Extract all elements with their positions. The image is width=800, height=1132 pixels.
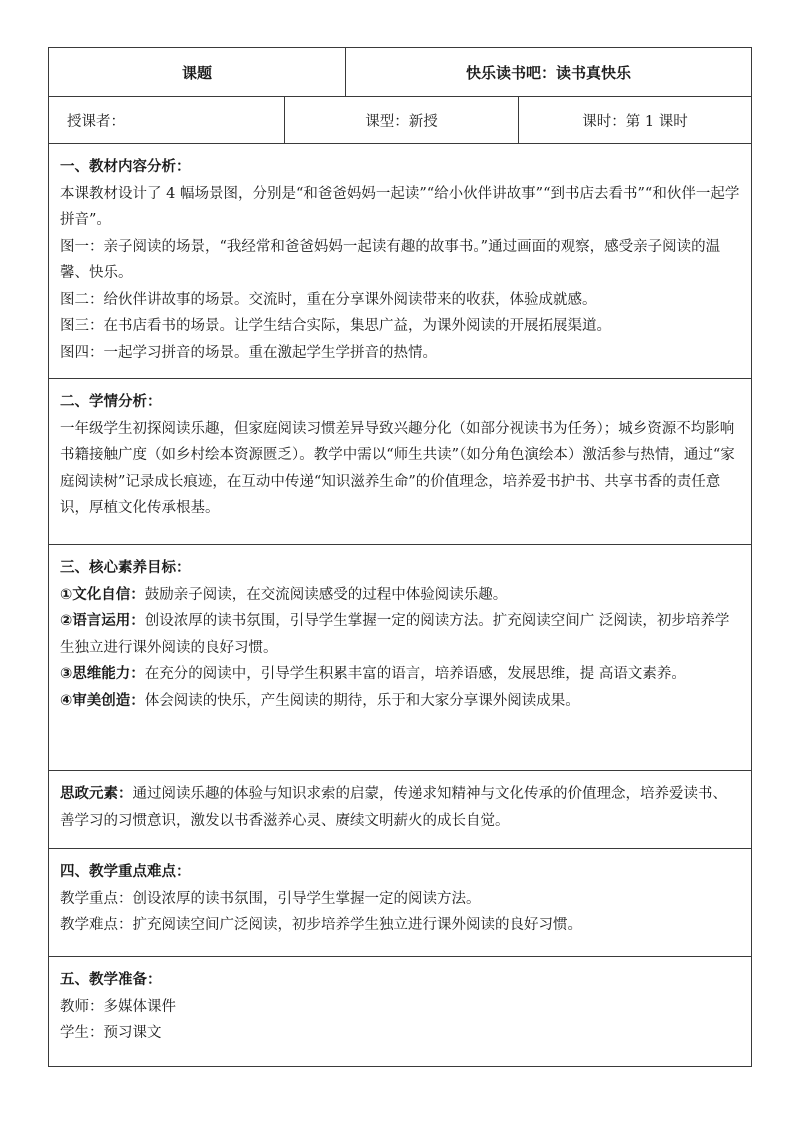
textbook-analysis-section: [49, 144, 751, 379]
student-analysis-section: [49, 379, 751, 545]
header-row: [49, 48, 751, 97]
goal-label: ②语言运用：: [60, 613, 145, 629]
section-title: 一、教材内容分析：: [60, 159, 191, 175]
lesson-plan-table: [48, 47, 752, 1067]
goal-label: ①文化自信：: [60, 586, 145, 603]
lesson-title: 快乐读书吧：读书真快乐: [465, 63, 631, 82]
goal-text: 创设浓厚的读书氛围，引导学生掌握一定的阅读方法。扩充阅读空间广 泛阅读，初步培养学生独立进行课外阅读的良好习惯。: [60, 613, 730, 656]
ideology-text: 通过阅读乐趣的体验与知识求索的启蒙，传递求知精神与文化传承的价值理念，培养爱读书、善学习的习惯意识，激发以书香滋养心灵、赓续文明薪火的成长自觉。: [60, 786, 727, 829]
goal-label: ③思维能力：: [60, 666, 145, 682]
goal-text: 在充分的阅读中，引导学生积累丰富的语言，培养语感，发展思维，提 高语文素养。: [144, 666, 686, 682]
key-points-section: [49, 849, 751, 957]
goal-label: ④审美创造：: [60, 692, 145, 709]
ideology-section: [49, 771, 751, 849]
lesson-type-field: 课型：新授: [285, 97, 519, 143]
paragraph: 一年级学生初探阅读乐趣，但家庭阅读习惯差异导致兴趣分化（如部分视读书为任务）；城乡资源不均影响书籍接触广度（如乡村绘本资源匮乏）。教学中需以“师生共读”（如分角色演绘本）激活参与热情，通过“家庭阅读树”记录成长痕迹，在互动中传递“知识滋养生命”的价值理念，培养爱书护书、共享书香的责任意识，厚植文化传承根基。: [60, 420, 735, 516]
paragraph: 图三：在书店看书的场景。让学生结合实际，集思广益，为课外阅读的开展拓展渠道。: [60, 318, 611, 334]
paragraph: 教学重点：创设浓厚的读书氛围，引导学生掌握一定的阅读方法。: [60, 890, 481, 907]
core-goals-section: [49, 545, 751, 771]
meta-row: [49, 97, 751, 144]
paragraph: 学生：预习课文: [60, 1025, 162, 1041]
goal-text: 体会阅读的快乐，产生阅读的期待，乐于和大家分享课外阅读成果。: [144, 692, 580, 709]
paragraph: 图一：亲子阅读的场景，“我经常和爸爸妈妈一起读有趣的故事书。”通过画面的观察，感受亲子阅读的温馨、快乐。: [60, 238, 721, 281]
goal-item: [60, 661, 740, 688]
teacher-field: 授课者：: [49, 97, 285, 143]
section-title: 四、教学重点难点：: [60, 864, 191, 880]
paragraph: 图四：一起学习拼音的场景。重在激起学生学拼音的热情。: [60, 344, 437, 361]
lesson-period-field: 课时：第 1 课时: [582, 113, 688, 130]
paragraph: 教学难点：扩充阅读空间广泛阅读，初步培养学生独立进行课外阅读的良好习惯。: [60, 917, 582, 933]
paragraph: 教师：多媒体课件: [60, 998, 176, 1015]
goal-item: [60, 688, 740, 715]
section-title: 二、学情分析：: [60, 394, 162, 410]
goal-item: [60, 608, 740, 661]
paragraph: 本课教材设计了 4 幅场景图，分别是“和爸爸妈妈一起读”“给小伙伴讲故事”“到书店去看书”“和伙伴一起学拼音”。: [60, 185, 740, 228]
ideology-label: 思政元素：: [60, 786, 133, 802]
goal-text: 鼓励亲子阅读，在交流阅读感受的过程中体验阅读乐趣。: [144, 586, 508, 603]
header-label: 课题: [49, 48, 346, 96]
paragraph: [60, 781, 740, 834]
preparation-section: [49, 957, 751, 1066]
section-title: 三、核心素养目标：: [60, 560, 191, 576]
paragraph: 图二：给伙伴讲故事的场景。交流时，重在分享课外阅读带来的收获，体验成就感。: [60, 291, 597, 308]
section-title: 五、教学准备：: [60, 972, 162, 988]
goal-item: [60, 582, 740, 609]
